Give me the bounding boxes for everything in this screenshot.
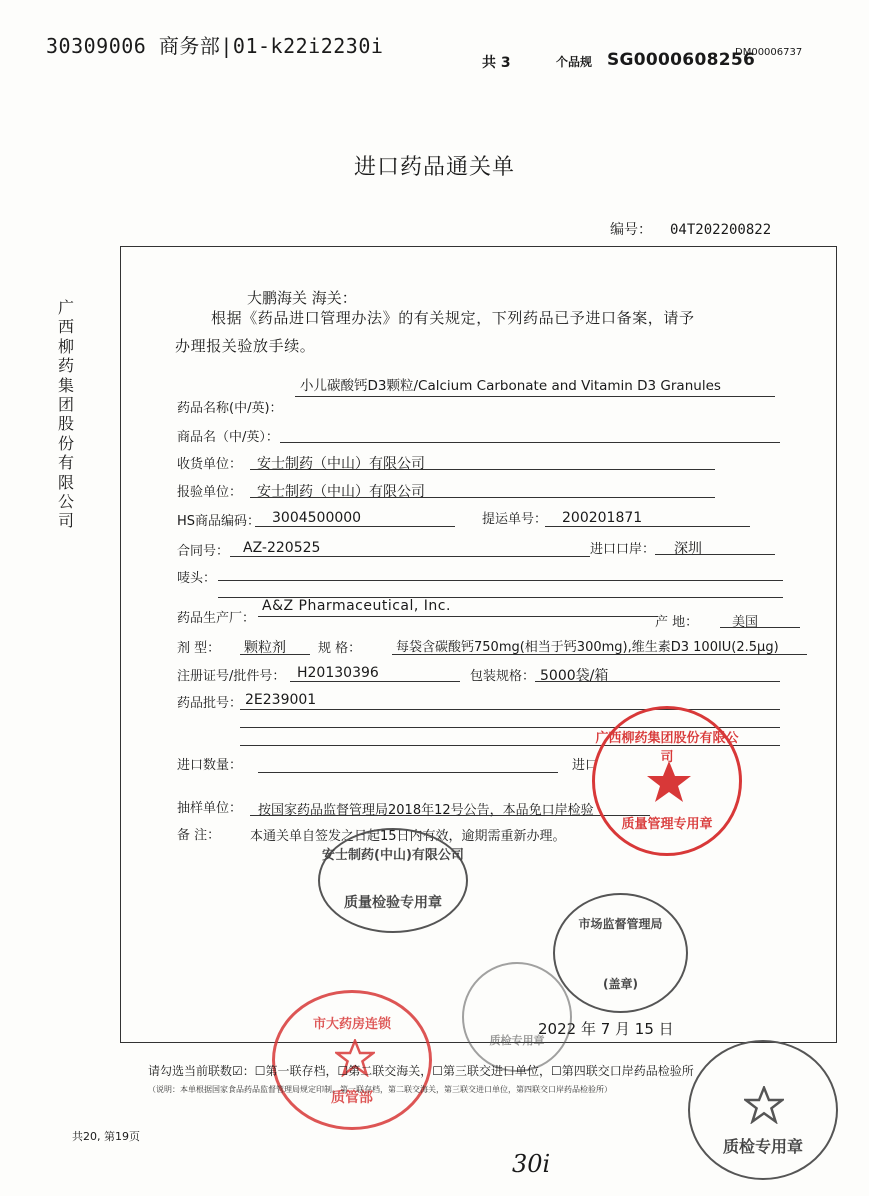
issue-date: 2022 年 7 月 15 日 <box>538 1020 674 1038</box>
stamp-gray-bottom-right-text: 质检专用章 <box>722 1137 803 1156</box>
dosage-label: 剂 型： <box>177 641 221 656</box>
consignee-line <box>250 469 715 470</box>
port-line <box>655 554 775 555</box>
hs-code-line <box>255 526 455 527</box>
registration-line <box>290 681 460 682</box>
drug-name-line <box>295 396 775 397</box>
contract-value: AZ-220525 <box>243 540 321 556</box>
quantity-line <box>258 772 558 773</box>
stamp-gray-right-text: 市场监督管理局 <box>578 917 663 931</box>
drug-name-label: 药品名称(中/英)： <box>177 401 283 416</box>
batch-label: 药品批号： <box>177 696 243 711</box>
document-title: 进口药品通关单 <box>353 155 515 180</box>
top-code: 30309006 商务部|01-k22i2230i <box>46 34 384 58</box>
total-count: 共 3 <box>482 55 511 71</box>
gray-star-icon <box>744 1086 784 1124</box>
stamp-red-bottom-text: 市大药房连锁 <box>312 1017 391 1032</box>
import-label: 进口 <box>572 758 599 773</box>
bill-label: 提运单号： <box>482 512 548 527</box>
paragraph-line-2: 办理报关验放手续。 <box>175 337 316 355</box>
red-star-icon <box>645 759 693 805</box>
sampling-line <box>250 815 650 816</box>
stamp-gray-right-bottom-text: (盖章) <box>603 977 638 991</box>
batch-value: 2E239001 <box>245 692 317 708</box>
stamp-red-top-bottom-text: 质量管理专用章 <box>621 817 713 832</box>
pack-label: 包装规格： <box>470 669 536 684</box>
anshi-inspection-stamp <box>318 828 468 933</box>
dosage-value: 颗粒剂 <box>244 640 286 656</box>
trade-name-line <box>280 442 780 443</box>
consignee-value: 安士制药（中山）有限公司 <box>257 456 425 472</box>
marks-label: 唛头： <box>177 571 217 586</box>
inspection-unit-line <box>250 497 715 498</box>
stamp-gray-mid-text: 质检专用章 <box>489 1034 545 1047</box>
copy-selection-line: 请勾选当前联数☑：☐第一联存档，☐第二联交海关，☐第三联交进口单位，☐第四联交口岸药品检验所 <box>148 1064 694 1078</box>
dm-code: DM00006737 <box>735 47 803 58</box>
manufacturer-value: A&Z Pharmaceutical, Inc. <box>262 598 451 614</box>
registration-value: H20130396 <box>297 665 379 681</box>
inspection-unit-label: 报验单位： <box>177 485 243 500</box>
contract-label: 合同号： <box>177 544 230 559</box>
origin-value: 美国 <box>732 615 759 630</box>
vertical-company-name: 广西柳药集团股份有限公司 <box>57 298 74 531</box>
marks-line-1 <box>218 580 783 581</box>
pack-line <box>535 681 780 682</box>
handwritten-note: 30i <box>512 1150 551 1178</box>
dosage-line <box>240 654 310 655</box>
remarks-label: 备 注： <box>177 828 221 843</box>
hs-code-value: 3004500000 <box>272 510 362 526</box>
page-info: 共20, 第19页 <box>72 1130 140 1143</box>
bill-value: 200201871 <box>562 510 643 526</box>
quality-inspection-stamp <box>688 1040 838 1180</box>
sampling-label: 抽样单位： <box>177 801 243 816</box>
stamp-red-top-text: 广西柳药集团股份有限公司 <box>595 731 739 765</box>
sg-code: SG0000608256 <box>607 50 756 70</box>
spec-value: 每袋含碳酸钙750mg(相当于钙300mg),维生素D3 100IU(2.5μg) <box>396 640 779 655</box>
batch-line-1 <box>240 709 780 710</box>
pharmacy-quality-stamp <box>272 990 432 1130</box>
market-supervision-stamp <box>553 893 688 1013</box>
manufacturer-line <box>258 616 658 617</box>
serial-value: 04T202200822 <box>670 222 772 238</box>
pack-value: 5000袋/箱 <box>540 668 609 684</box>
quality-management-stamp <box>592 706 742 856</box>
stamp-gray-left-bottom-text: 质量检验专用章 <box>344 895 442 911</box>
port-value: 深圳 <box>674 541 702 557</box>
inspection-unit-value: 安士制药（中山）有限公司 <box>257 484 425 500</box>
spec-label: 规 格： <box>318 641 362 656</box>
manufacturer-label: 药品生产厂： <box>177 611 256 626</box>
bill-line <box>545 526 750 527</box>
origin-label: 产 地： <box>655 615 699 630</box>
sampling-value: 按国家药品监督管理局2018年12号公告，本品免口岸检验 <box>258 803 594 818</box>
contract-line <box>230 556 590 557</box>
greeting: 大鹏海关 海关： <box>247 289 357 307</box>
serial-label: 编号： <box>610 222 652 238</box>
faded-inspection-stamp <box>462 962 572 1072</box>
remarks-value: 本通关单自签发之日起15日内有效，逾期需重新办理。 <box>250 829 566 844</box>
drug-name-value: 小儿碳酸钙D3颗粒/Calcium Carbonate and Vitamin D3 Granules <box>300 378 721 394</box>
hs-code-label: HS商品编码： <box>177 514 261 529</box>
registration-label: 注册证号/批件号： <box>177 669 286 684</box>
footer-note: （说明：本单根据国家食品药品监督管理局规定印制。第一联存档，第二联交海关，第三联交进口单位，第四联交口岸药品检验所） <box>148 1085 612 1094</box>
item-spec-label: 个品规 <box>556 55 593 69</box>
paragraph-line-1: 根据《药品进口管理办法》的有关规定，下列药品已予进口备案，请予 <box>211 309 695 327</box>
trade-name-label: 商品名（中/英）： <box>177 430 279 445</box>
quantity-label: 进口数量： <box>177 758 243 773</box>
origin-line <box>720 627 800 628</box>
port-label: 进口口岸： <box>590 542 656 557</box>
serial-number <box>610 219 771 239</box>
stamp-red-bottom-bottom-text: 质管部 <box>331 1090 373 1106</box>
consignee-label: 收货单位： <box>177 457 243 472</box>
spec-line <box>392 654 807 655</box>
stamp-gray-left-text: 安士制药(中山)有限公司 <box>322 848 464 863</box>
